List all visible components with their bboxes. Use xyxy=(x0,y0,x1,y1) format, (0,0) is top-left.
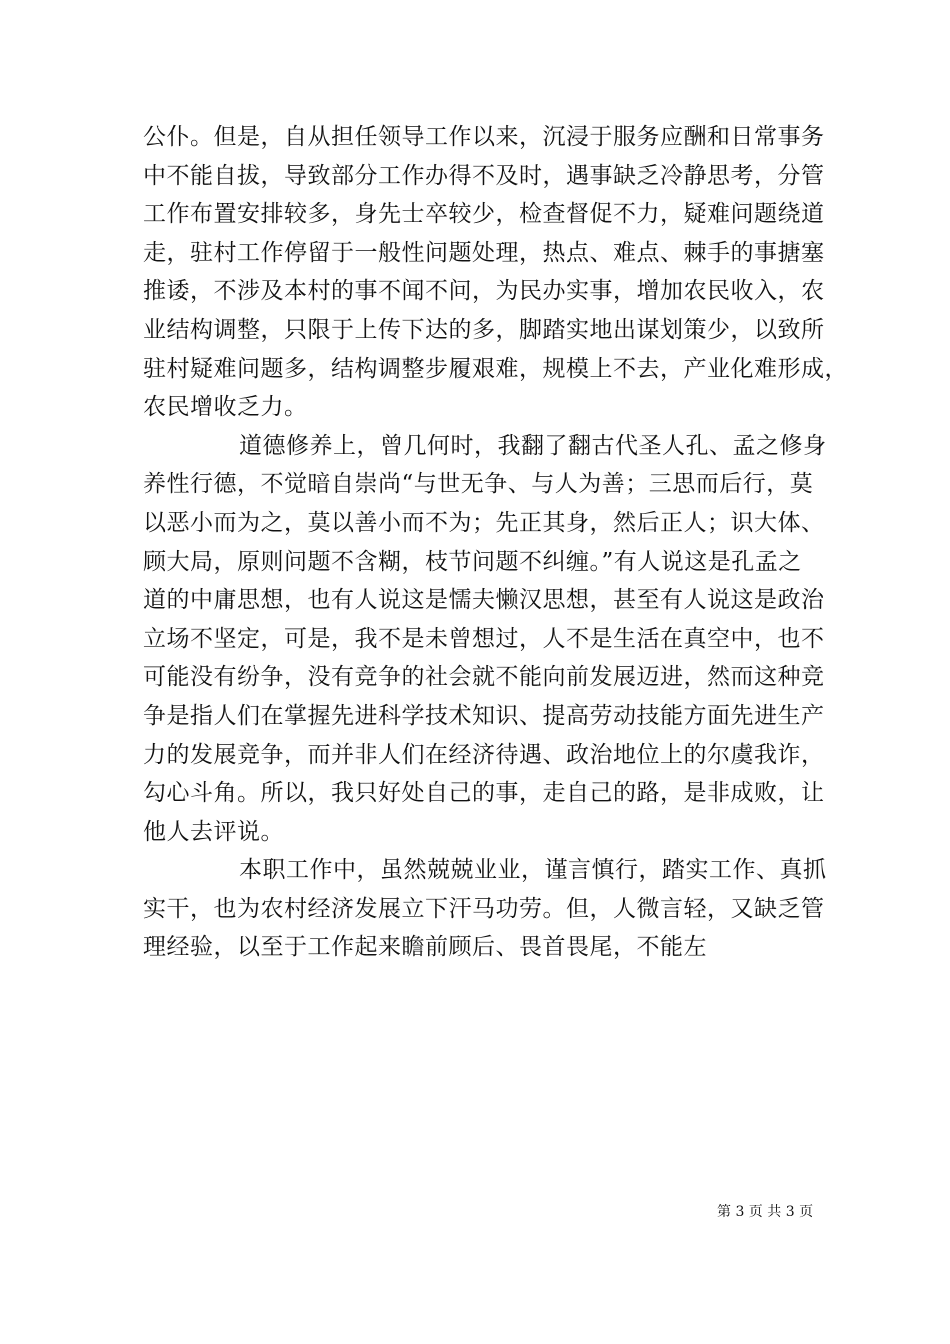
text-line: 道的中庸思想，也有人说这是懦夫懒汉思想，甚至有人说这是政治 xyxy=(143,587,825,614)
text-line: 力的发展竞争，而并非人们在经济待遇、政治地位上的尔虞我诈， xyxy=(143,741,825,768)
text-line: 公仆。但是，自从担任领导工作以来，沉浸于服务应酬和日常事务 xyxy=(143,124,825,150)
text-line: 勾心斗角。所以，我只好处自己的事，走自己的路，是非成败，让 xyxy=(143,780,825,807)
text-line: 立场不坚定，可是，我不是未曾想过，人不是生活在真空中，也不 xyxy=(143,625,825,652)
text-line: 工作布置安排较多，身先士卒较少，检查督促不力，疑难问题绕道 xyxy=(143,201,825,228)
text-line: 理经验，以至于工作起来瞻前顾后、畏首畏尾，不能左 xyxy=(143,934,707,961)
text-line: 走，驻村工作停留于一般性问题处理，热点、难点、棘手的事搪塞 xyxy=(143,239,825,266)
text-line: 业结构调整，只限于上传下达的多，脚踏实地出谋划策少，以致所 xyxy=(143,316,825,343)
text-line: 养性行德，不觉暗自崇尚“与世无争、与人为善；三思而后行，莫 xyxy=(143,471,814,498)
text-line: 本职工作中，虽然兢兢业业，谨言慎行，踏实工作、真抓 xyxy=(239,857,827,884)
text-line: 驻村疑难问题多，结构调整步履艰难，规模上不去，产业化难形成， xyxy=(143,355,848,382)
text-line: 道德修养上，曾几何时，我翻了翻古代圣人孔、孟之修身 xyxy=(239,432,827,459)
text-line: 实干，也为农村经济发展立下汗马功劳。但，人微言轻，又缺乏管 xyxy=(143,895,825,922)
page-number-footer: 第 3 页 共 3 页 xyxy=(717,1204,814,1220)
text-line: 农民增收乏力。 xyxy=(143,394,308,421)
body-text xyxy=(143,118,848,967)
text-line: 顾大局，原则问题不含糊，枝节问题不纠缠。”有人说这是孔孟之 xyxy=(143,548,802,575)
text-line: 以恶小而为之，莫以善小而不为；先正其身，然后正人；识大体、 xyxy=(143,509,825,536)
text-line: 他人去评说。 xyxy=(143,818,284,845)
text-line: 争是指人们在掌握先进科学技术知识、提高劳动技能方面先进生产 xyxy=(143,702,825,729)
text-line: 中不能自拔，导致部分工作办得不及时，遇事缺乏冷静思考，分管 xyxy=(143,162,825,189)
text-line: 推诿，不涉及本村的事不闻不问，为民办实事，增加农民收入，农 xyxy=(143,278,825,305)
text-line: 可能没有纷争，没有竞争的社会就不能向前发展迈进，然而这种竞 xyxy=(143,664,825,691)
